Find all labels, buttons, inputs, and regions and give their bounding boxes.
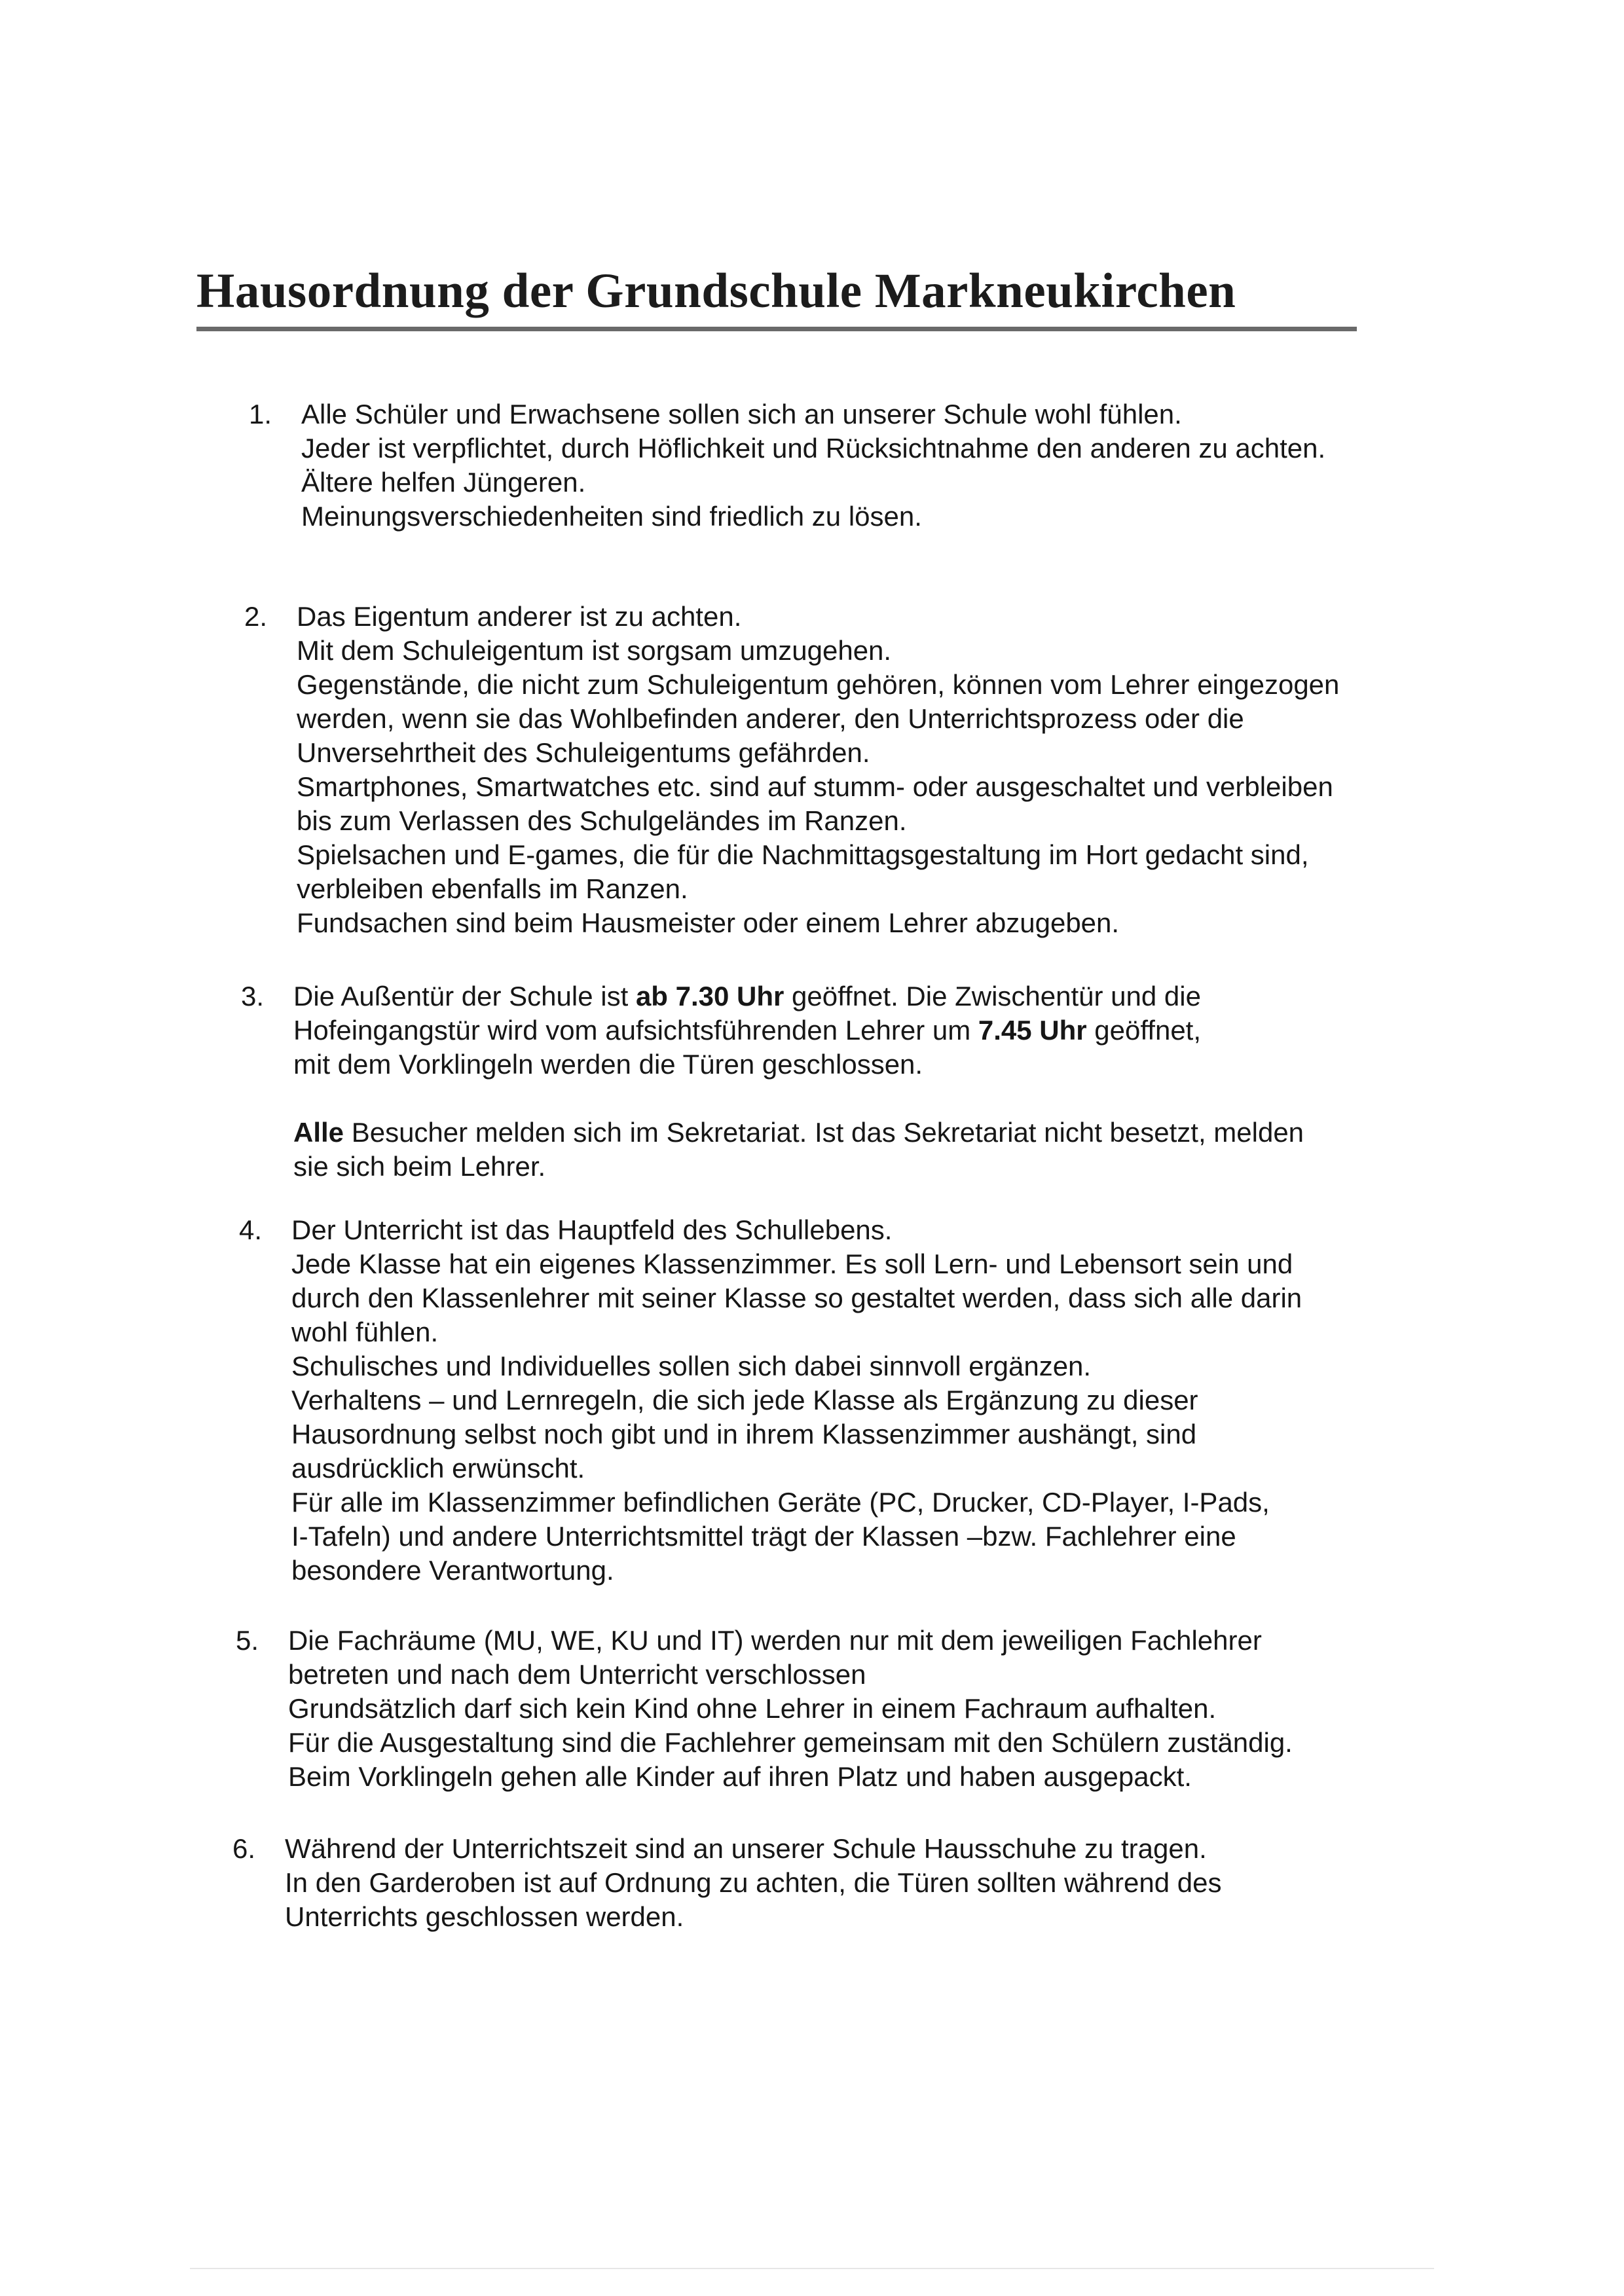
rule-line bbox=[293, 979, 1485, 1013]
inner-door-time: 7.45 Uhr bbox=[978, 1015, 1087, 1046]
rule-line: Grundsätzlich darf sich kein Kind ohne Lehrer in einem Fachraum aufhalten. bbox=[288, 1693, 1217, 1724]
rule-line: I-Tafeln) und andere Unterrichtsmittel trägt der Klassen –bzw. Fachlehrer eine bbox=[291, 1521, 1236, 1552]
rule-line: Gegenstände, die nicht zum Schuleigentum gehören, können vom Lehrer eingezogen bbox=[297, 669, 1340, 700]
rule-number: 6. bbox=[232, 1833, 256, 1864]
rule-text bbox=[288, 1624, 1480, 1794]
rule-text-segment: geöffnet. Die Zwischentür und die bbox=[784, 981, 1201, 1011]
rule-line: sie sich beim Lehrer. bbox=[293, 1151, 546, 1182]
rule-line: verbleiben ebenfalls im Ranzen. bbox=[297, 873, 688, 904]
rule-line: Für die Ausgestaltung sind die Fachlehrer gemeinsam mit den Schülern zuständig. bbox=[288, 1727, 1293, 1758]
rule-text bbox=[301, 397, 1493, 534]
rule-text bbox=[291, 1213, 1483, 1588]
document-title: Hausordnung der Grundschule Markneukirchen bbox=[196, 264, 1236, 318]
rule-line: Für alle im Klassenzimmer befindlichen Geräte (PC, Drucker, CD-Player, I-Pads, bbox=[291, 1487, 1270, 1518]
rule-line: Beim Vorklingeln gehen alle Kinder auf ihren Platz und haben ausgepackt. bbox=[288, 1761, 1192, 1792]
rule-line: Unversehrtheit des Schuleigentums gefährden. bbox=[297, 737, 870, 768]
rule-line bbox=[293, 1013, 1485, 1048]
rule-line: wohl fühlen. bbox=[291, 1317, 439, 1347]
rule-text-segment: Besucher melden sich im Sekretariat. Ist das Sekretariat nicht besetzt, melden bbox=[344, 1117, 1304, 1148]
rule-line: Die Fachräume (MU, WE, KU und IT) werden nur mit dem jeweiligen Fachlehrer bbox=[288, 1625, 1262, 1656]
rule-text bbox=[297, 600, 1488, 940]
rule-line: bis zum Verlassen des Schulgeländes im Ranzen. bbox=[297, 805, 907, 836]
rule-text-segment: Hofeingangstür wird vom aufsichtsführenden Lehrer um bbox=[293, 1015, 978, 1046]
rule-line: Schulisches und Individuelles sollen sich dabei sinnvoll ergänzen. bbox=[291, 1351, 1092, 1381]
rule-number: 2. bbox=[244, 601, 268, 632]
rule-line: Ältere helfen Jüngeren. bbox=[301, 467, 586, 498]
rule-number: 5. bbox=[236, 1625, 259, 1656]
rule-line: Spielsachen und E-games, die für die Nachmittagsgestaltung im Hort gedacht sind, bbox=[297, 839, 1309, 870]
opening-time: ab 7.30 Uhr bbox=[635, 981, 784, 1011]
rule-line: Jede Klasse hat ein eigenes Klassenzimmer. Es soll Lern- und Lebensort sein und bbox=[291, 1248, 1293, 1279]
rule-line: ausdrücklich erwünscht. bbox=[291, 1453, 585, 1484]
rule-text bbox=[293, 979, 1485, 1184]
rule-text-segment: Die Außentür der Schule ist bbox=[293, 981, 636, 1011]
rule-line: Hausordnung selbst noch gibt und in ihrem Klassenzimmer aushängt, sind bbox=[291, 1419, 1197, 1449]
rule-line bbox=[293, 1116, 1485, 1150]
rule-line: Smartphones, Smartwatches etc. sind auf stumm- oder ausgeschaltet und verbleiben bbox=[297, 771, 1333, 802]
rule-line: betreten und nach dem Unterricht verschlossen bbox=[288, 1659, 866, 1690]
rule-number: 4. bbox=[239, 1214, 263, 1245]
rule-line: Mit dem Schuleigentum ist sorgsam umzugehen. bbox=[297, 635, 892, 666]
rule-number: 1. bbox=[249, 399, 272, 429]
scan-edge-line bbox=[190, 2268, 1434, 2269]
rule-line: Das Eigentum anderer ist zu achten. bbox=[297, 601, 742, 632]
emphasis-all: Alle bbox=[293, 1117, 344, 1148]
rule-line: besondere Verantwortung. bbox=[291, 1555, 614, 1586]
rule-line: Der Unterricht ist das Hauptfeld des Schullebens. bbox=[291, 1214, 893, 1245]
rule-line: Jeder ist verpflichtet, durch Höflichkeit und Rücksichtnahme den anderen zu achten. bbox=[301, 433, 1326, 464]
rule-line: In den Garderoben ist auf Ordnung zu achten, die Türen sollten während des bbox=[285, 1867, 1222, 1898]
paragraph-gap bbox=[293, 1082, 1485, 1116]
rule-line: Verhaltens – und Lernregeln, die sich jede Klasse als Ergänzung zu dieser bbox=[291, 1385, 1198, 1415]
rule-line: Meinungsverschiedenheiten sind friedlich zu lösen. bbox=[301, 501, 922, 532]
rule-text-segment: geöffnet, bbox=[1086, 1015, 1202, 1046]
rule-line: durch den Klassenlehrer mit seiner Klasse so gestaltet werden, dass sich alle darin bbox=[291, 1283, 1302, 1313]
rule-text bbox=[285, 1832, 1477, 1934]
rule-line: Alle Schüler und Erwachsene sollen sich an unserer Schule wohl fühlen. bbox=[301, 399, 1182, 429]
rule-line: werden, wenn sie das Wohlbefinden anderer, den Unterrichtsprozess oder die bbox=[297, 703, 1244, 734]
rule-line: Fundsachen sind beim Hausmeister oder einem Lehrer abzugeben. bbox=[297, 907, 1120, 938]
rule-line: Während der Unterrichtszeit sind an unserer Schule Hausschuhe zu tragen. bbox=[285, 1833, 1207, 1864]
rule-number: 3. bbox=[241, 981, 265, 1011]
title-underline bbox=[196, 327, 1357, 331]
rule-line: mit dem Vorklingeln werden die Türen geschlossen. bbox=[293, 1049, 923, 1080]
rule-line: Unterrichts geschlossen werden. bbox=[285, 1901, 684, 1932]
